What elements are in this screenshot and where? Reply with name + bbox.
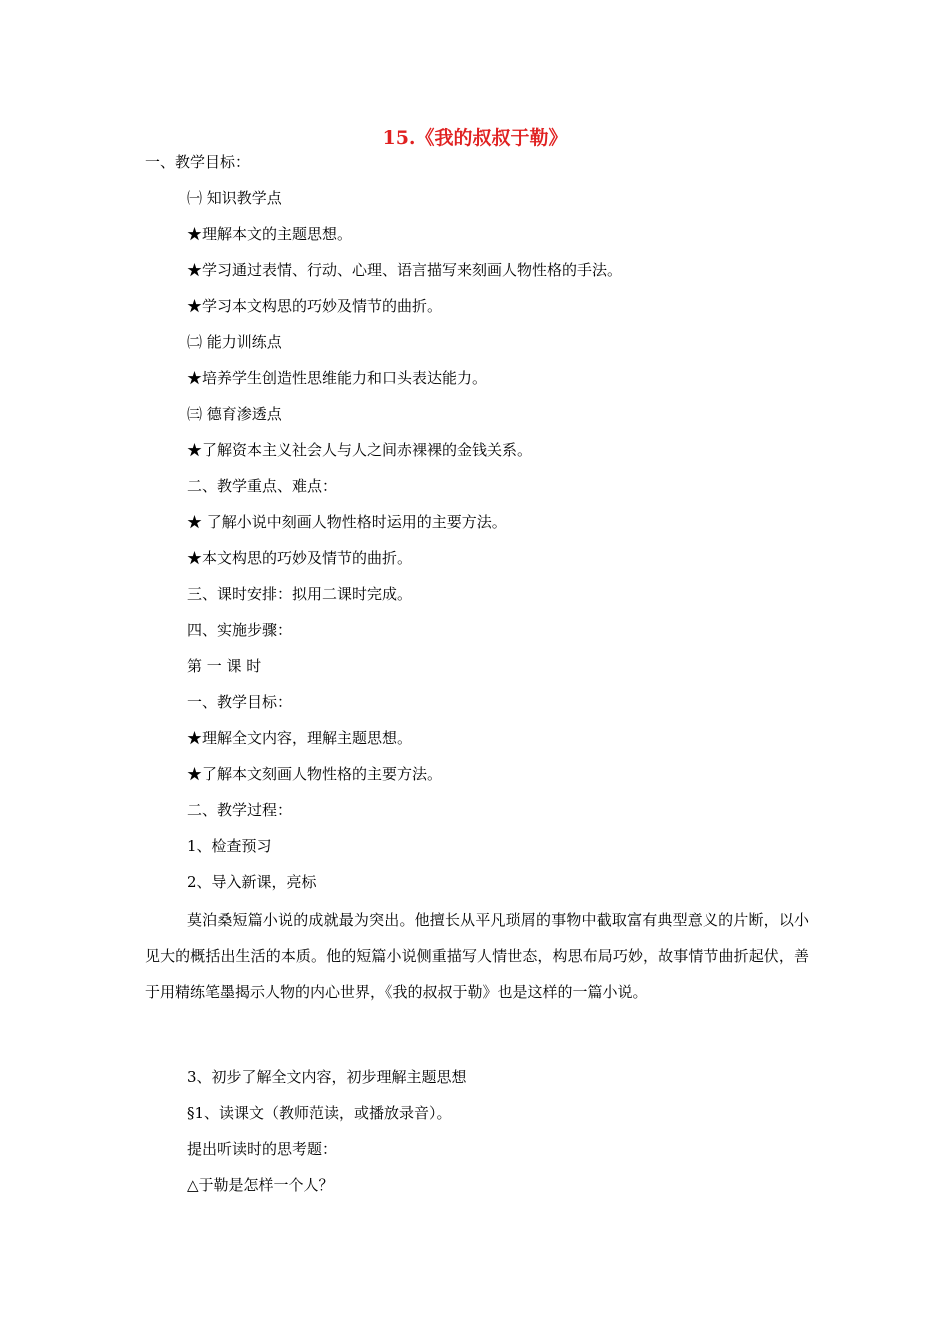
- text-line: 3、初步了解全文内容，初步理解主题思想: [187, 1068, 467, 1086]
- text-line: §1、读课文（教师范读，或播放录音）。: [187, 1104, 452, 1122]
- text-line: ★本文构思的巧妙及情节的曲折。: [187, 549, 413, 567]
- text-line: ★理解本文的主题思想。: [187, 225, 353, 243]
- text-line: ★了解资本主义社会人与人之间赤裸裸的金钱关系。: [187, 441, 533, 459]
- text-line: ★学习通过表情、行动、心理、语言描写来刻画人物性格的手法。: [187, 261, 623, 279]
- text-line: ★培养学生创造性思维能力和口头表达能力。: [187, 369, 488, 387]
- text-line: 一、教学目标：: [145, 153, 251, 171]
- text-line: 二、教学重点、难点：: [187, 477, 338, 495]
- text-line: △于勒是怎样一个人？: [187, 1176, 334, 1194]
- text-line: 1、检查预习: [187, 837, 272, 855]
- text-line: 三、课时安排：拟用二课时完成。: [187, 585, 413, 603]
- document-title: 15.《我的叔叔于勒》: [382, 127, 568, 149]
- text-line: 四、实施步骤：: [187, 621, 293, 639]
- text-line: 二、教学过程：: [187, 801, 293, 819]
- text-line: ★ 了解小说中刻画人物性格时运用的主要方法。: [187, 513, 507, 531]
- text-line: 第 一 课 时: [187, 657, 262, 675]
- text-line: ★理解全文内容，理解主题思想。: [187, 729, 413, 747]
- text-line: ㈡ 能力训练点: [187, 333, 282, 351]
- text-line: ㈠ 知识教学点: [187, 189, 282, 207]
- text-line: 2、导入新课，亮标: [187, 873, 317, 891]
- text-line: 一、教学目标：: [187, 693, 293, 711]
- text-line: ★了解本文刻画人物性格的主要方法。: [187, 765, 443, 783]
- body-paragraph: 莫泊桑短篇小说的成就最为突出。他擅长从平凡琐屑的事物中截取富有典型意义的片断，以小见大的概括出生活的本质。他的短篇小说侧重描写人情世态，构思布局巧妙，故事情节曲折起伏，善于用精练笔墨揭示人物的内心世界，《我的叔叔于勒》也是这样的一篇小说。: [145, 911, 809, 1002]
- text-line: ★学习本文构思的巧妙及情节的曲折。: [187, 297, 443, 315]
- text-line: 提出听读时的思考题：: [187, 1140, 338, 1158]
- text-line: ㈢ 德育渗透点: [187, 405, 282, 423]
